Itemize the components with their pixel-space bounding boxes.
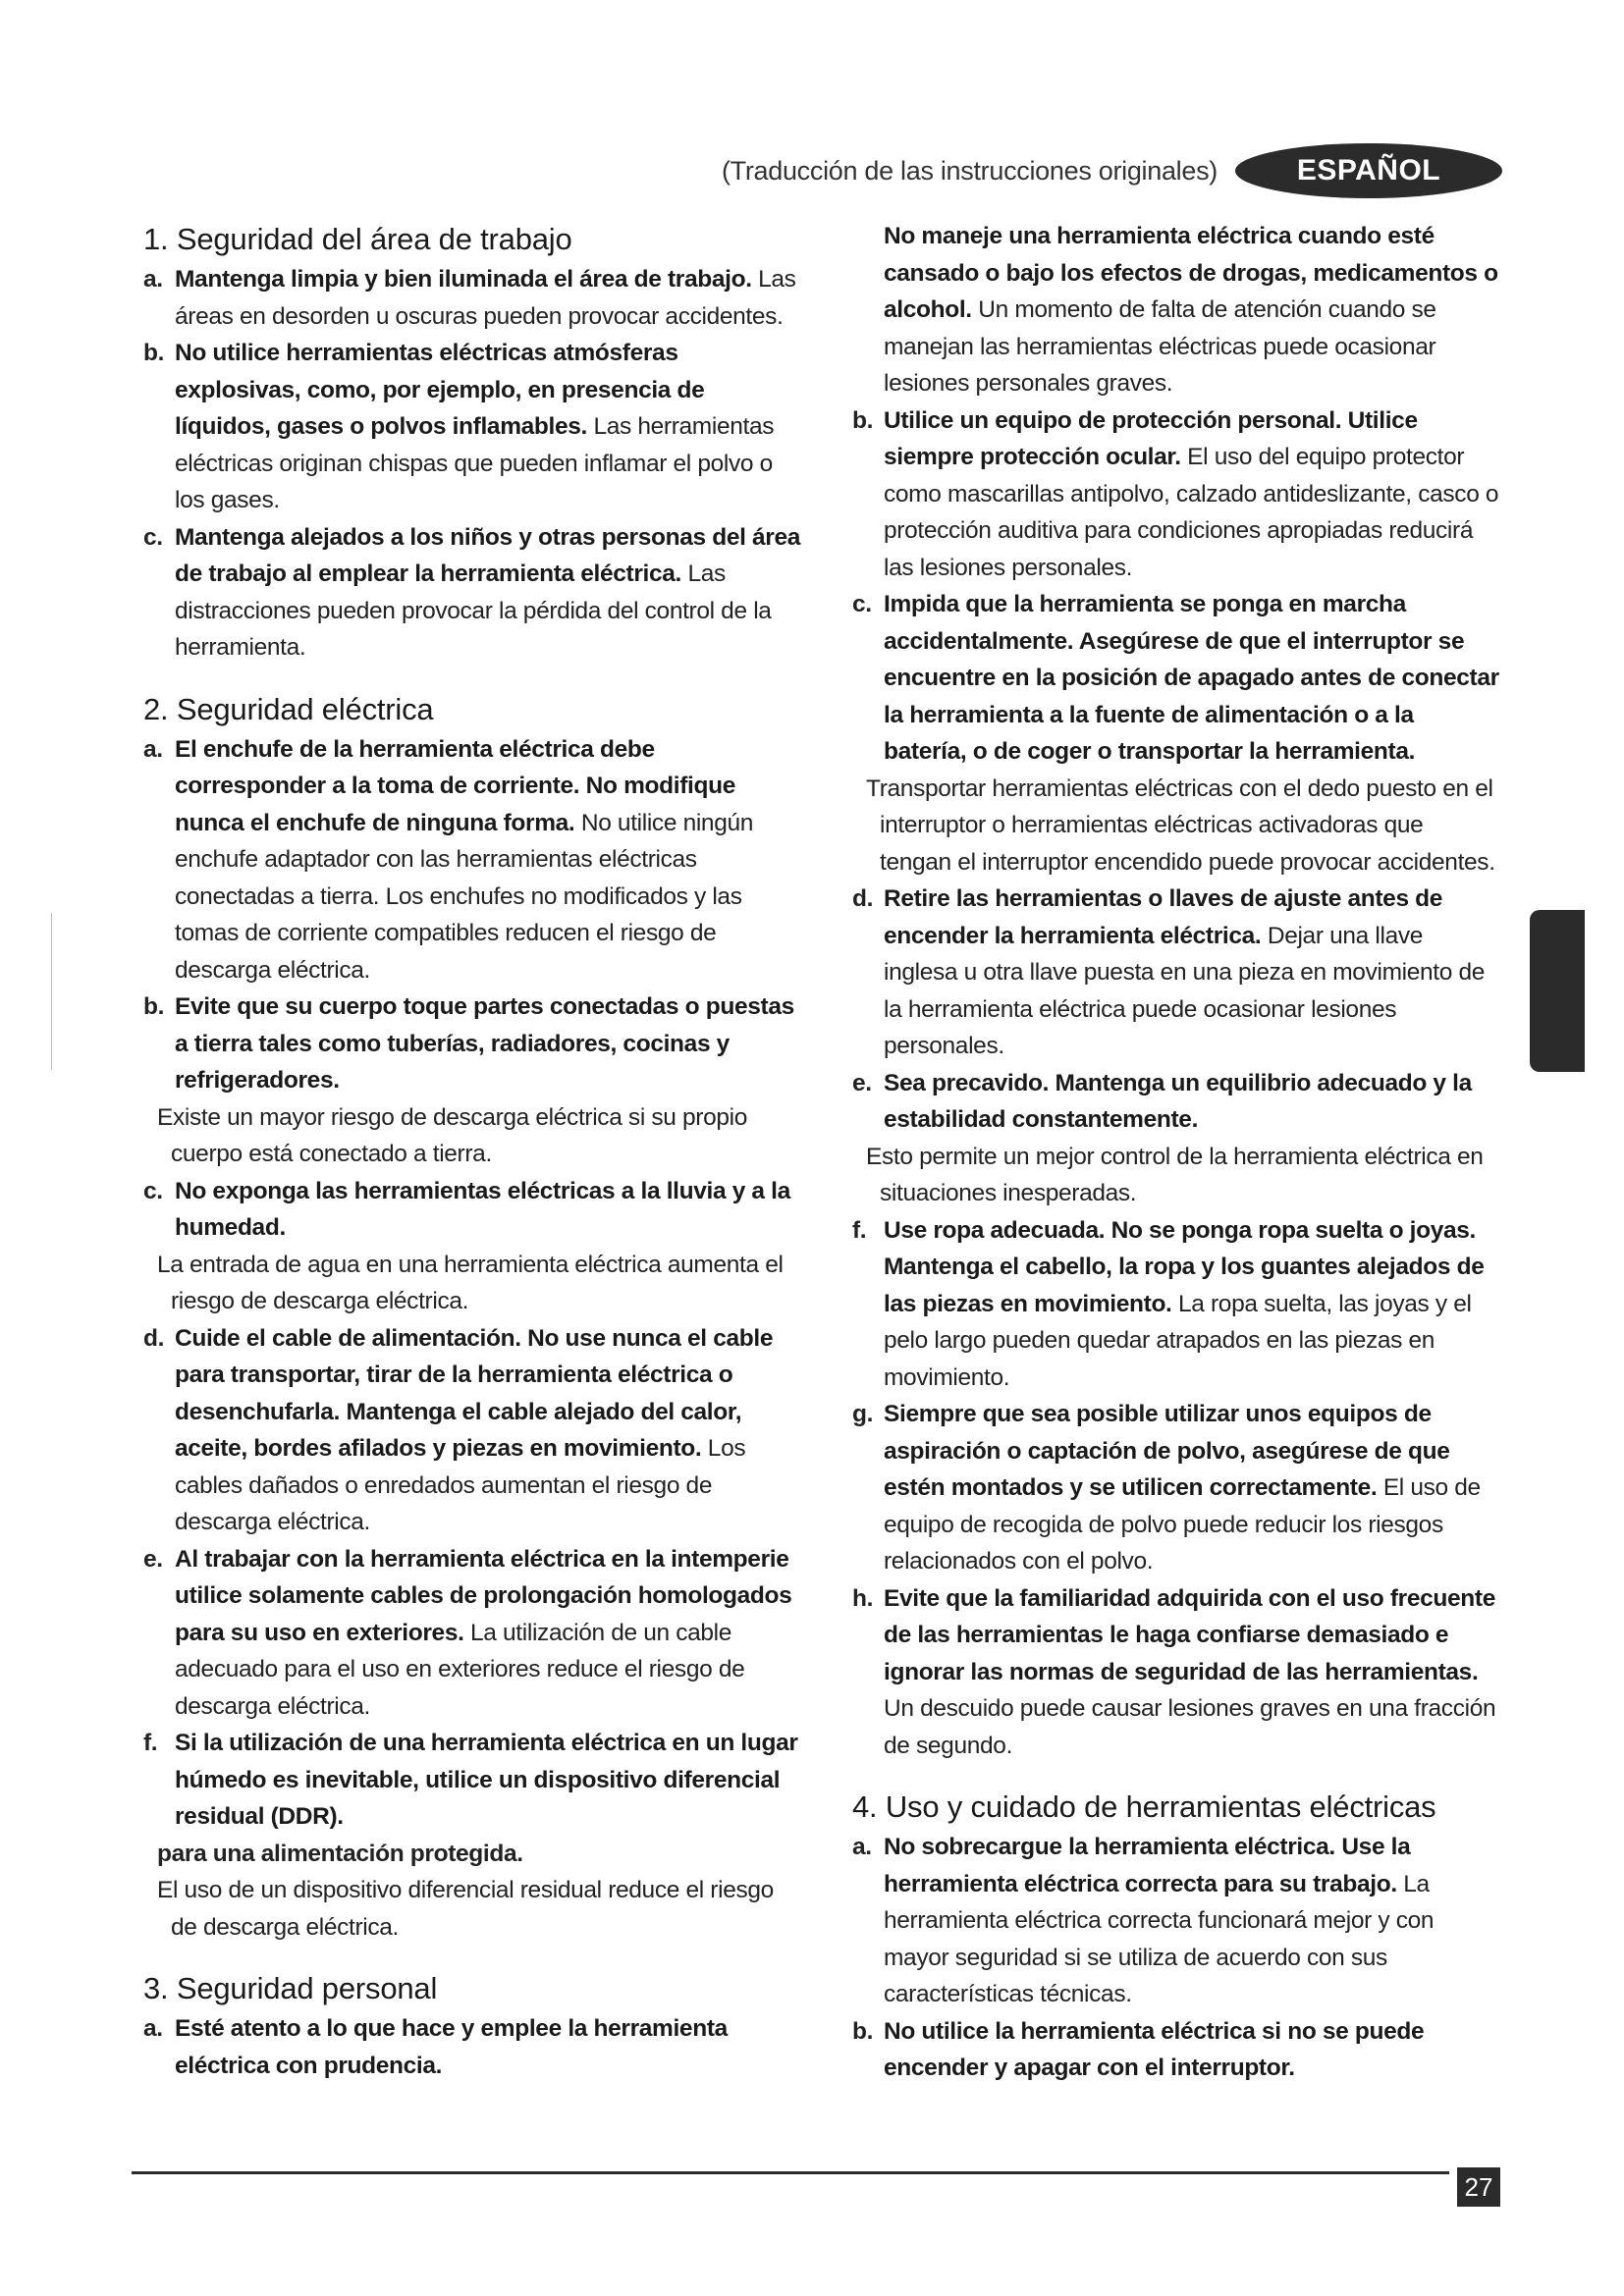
item-bold: Si la utilización de una herramienta eléctrica en un lugar húmedo es inevitable, utilice un dispositivo diferencial residual (DDR). bbox=[175, 1730, 798, 1830]
list-item bbox=[143, 731, 801, 989]
list-item bbox=[852, 881, 1500, 1065]
list-item bbox=[852, 1829, 1500, 2013]
item-bold: El enchufe de la herramienta eléctrica debe corresponder a la toma de corriente. No modifique nunca el enchufe de ninguna forma. bbox=[175, 735, 735, 836]
item-text: La ropa suelta, las joyas y el pelo largo pueden quedar atrapados en las piezas en movimiento. bbox=[884, 1290, 1472, 1391]
item-text: La herramienta eléctrica correcta funcionará mejor y con mayor seguridad si se utiliza de acuerdo con sus características técnicas. bbox=[884, 1870, 1435, 2007]
list-item bbox=[143, 1541, 801, 1726]
list-item bbox=[143, 988, 801, 1099]
item-bold: Sea precavido. Mantenga un equilibrio adecuado y la estabilidad constantemente. bbox=[884, 1069, 1472, 1133]
left-column bbox=[143, 218, 801, 2084]
section-4-title: 4. Uso y cuidado de herramientas eléctricas bbox=[852, 1789, 1436, 1824]
list-item bbox=[852, 1580, 1500, 1765]
item-label: a. bbox=[143, 266, 163, 293]
item-label: c. bbox=[143, 1177, 163, 1204]
item-text: Un descuido puede causar lesiones graves en una fracción de segundo. bbox=[884, 1695, 1496, 1759]
item-bold: Retire las herramientas o llaves de ajuste antes de encender la herramienta eléctrica. bbox=[884, 885, 1443, 949]
item-bold-continuation: para una alimentación protegida. bbox=[157, 1840, 523, 1867]
item-bold: Mantenga limpia y bien iluminada el área de trabajo. bbox=[175, 266, 752, 293]
item-text: Las áreas en desorden u oscuras pueden provocar accidentes. bbox=[175, 266, 796, 330]
item-bold: Evite que la familiaridad adquirida con el uso frecuente de las herramientas le haga confiarse demasiado e ignorar las normas de seguridad de las herramientas. bbox=[884, 1584, 1496, 1685]
list-item bbox=[143, 261, 801, 335]
item-label: d. bbox=[143, 1324, 165, 1352]
item-text: El uso del equipo protector como mascarillas antipolvo, calzado antideslizante, casco o protección auditiva para condiciones apropiadas reducirá las lesiones personales. bbox=[884, 444, 1499, 581]
item-paragraph: El uso de un dispositivo diferencial residual reduce el riesgo de descarga eléctrica. bbox=[157, 1877, 774, 1941]
item-label: e. bbox=[852, 1069, 872, 1096]
list-item bbox=[143, 1725, 801, 1836]
footer-rule bbox=[132, 2171, 1449, 2174]
item-bold: Impida que la herramienta se ponga en marcha accidentalmente. Asegúrese de que el interruptor se encuentre en la posición de apagado antes de conectar la herramienta a la fuente de alimentación o a la batería, o de coger o transportar la herramienta. bbox=[884, 591, 1499, 765]
item-text: Dejar una llave inglesa u otra llave puesta en una pieza en movimiento de la herramienta eléctrica puede ocasionar lesiones personales. bbox=[884, 922, 1486, 1059]
list-item bbox=[143, 1320, 801, 1541]
item-bold: Cuide el cable de alimentación. No use nunca el cable para transportar, tirar de la herramienta eléctrica o desenchufarla. Mantenga el cable alejado del calor, aceite, bordes afilados y piezas en movimiento. bbox=[175, 1324, 774, 1462]
item-text: Las herramientas eléctricas originan chispas que pueden inflamar el polvo o los gases. bbox=[175, 413, 775, 513]
item-paragraph: Esto permite un mejor control de la herramienta eléctrica en situaciones inesperadas. bbox=[866, 1143, 1484, 1206]
item-label: c. bbox=[852, 591, 872, 617]
item-bold: Utilice un equipo de protección personal. Utilice siempre protección ocular. bbox=[884, 406, 1418, 470]
list-item bbox=[143, 2010, 801, 2084]
item-label: d. bbox=[852, 885, 874, 912]
item-label: g. bbox=[852, 1401, 874, 1427]
list-item bbox=[143, 335, 801, 519]
page-header bbox=[722, 143, 1502, 198]
item-text: Los cables dañados o enredados aumentan el riesgo de descarga eléctrica. bbox=[175, 1435, 746, 1535]
item-text: Un momento de falta de atención cuando se manejan las herramientas eléctricas puede ocasionar lesiones personales graves. bbox=[884, 296, 1436, 397]
item-bold: Al trabajar con la herramienta eléctrica en la intemperie utilice solamente cables de prolongación homologados para su uso en exteriores. bbox=[175, 1545, 792, 1646]
item-label: c. bbox=[143, 523, 163, 551]
section-1-title: 1. Seguridad del área de trabajo bbox=[143, 222, 572, 256]
item-bold: Evite que su cuerpo toque partes conectadas o puestas a tierra tales como tuberías, radiadores, cocinas y refrigeradores. bbox=[175, 993, 794, 1094]
item-label: b. bbox=[852, 2017, 874, 2045]
item-bold: No sobrecargue la herramienta eléctrica. Use la herramienta eléctrica correcta para su trabajo. bbox=[884, 1834, 1411, 1897]
item-label: a. bbox=[852, 1834, 872, 1860]
item-paragraph: Existe un mayor riesgo de descarga eléctrica si su propio cuerpo está conectado a tierra. bbox=[157, 1103, 748, 1167]
margin-line bbox=[51, 913, 52, 1070]
item-label: f. bbox=[852, 1216, 867, 1244]
item-bold: Siempre que sea posible utilizar unos equipos de aspiración o captación de polvo, asegúrese de que estén montados y se utilicen correctamente. bbox=[884, 1401, 1450, 1501]
list-item bbox=[852, 1212, 1500, 1397]
item-label: h. bbox=[852, 1584, 874, 1612]
item-bold: No exponga las herramientas eléctricas a la lluvia y a la humedad. bbox=[175, 1177, 790, 1241]
item-paragraph: La entrada de agua en una herramienta eléctrica aumenta el riesgo de descarga eléctrica. bbox=[157, 1251, 784, 1314]
language-tab-marker bbox=[1530, 910, 1585, 1072]
language-badge: ESPAÑOL bbox=[1235, 143, 1502, 198]
list-item bbox=[852, 1396, 1500, 1580]
item-label: b. bbox=[143, 993, 165, 1020]
item-label: b. bbox=[852, 406, 874, 434]
item-paragraph: Transportar herramientas eléctricas con el dedo puesto en el interruptor o herramientas eléctricas activadoras que tengan el interruptor encendido puede provocar accidentes. bbox=[866, 774, 1495, 876]
header-subtitle: (Traducción de las instrucciones originales) bbox=[721, 155, 1218, 186]
item-text: No utilice ningún enchufe adaptador con las herramientas eléctricas conectadas a tierra. Los enchufes no modificados y las tomas de corriente compatibles reducen el riesgo de descarga eléctrica. bbox=[175, 809, 754, 984]
list-item bbox=[143, 1173, 801, 1247]
list-item bbox=[852, 1065, 1500, 1139]
item-label: b. bbox=[143, 340, 165, 366]
right-column bbox=[852, 218, 1500, 2087]
list-item-continuation bbox=[852, 218, 1500, 402]
item-bold: No utilice herramientas eléctricas atmósferas explosivas, como, por ejemplo, en presencia de líquidos, gases o polvos inflamables. bbox=[175, 340, 705, 440]
item-text: Las distracciones pueden provocar la pérdida del control de la herramienta. bbox=[175, 561, 772, 661]
list-item bbox=[143, 519, 801, 667]
page-number: 27 bbox=[1457, 2167, 1500, 2207]
item-label: f. bbox=[143, 1730, 158, 1756]
list-item bbox=[852, 586, 1500, 771]
item-label: a. bbox=[143, 735, 163, 763]
list-item bbox=[852, 2013, 1500, 2087]
item-bold: No maneje una herramienta eléctrica cuando esté cansado o bajo los efectos de drogas, medicamentos o alcohol. bbox=[884, 223, 1498, 323]
list-item bbox=[852, 402, 1500, 587]
item-label: e. bbox=[143, 1545, 163, 1573]
item-text: La utilización de un cable adecuado para el uso en exteriores reduce el riesgo de descarga eléctrica. bbox=[175, 1619, 745, 1720]
section-2-title: 2. Seguridad eléctrica bbox=[143, 691, 434, 726]
item-text: El uso de equipo de recogida de polvo puede reducir los riesgos relacionados con el polvo. bbox=[884, 1474, 1481, 1575]
item-label: a. bbox=[143, 2015, 163, 2042]
item-bold: Use ropa adecuada. No se ponga ropa suelta o joyas. Mantenga el cabello, la ropa y los guantes alejados de las piezas en movimiento. bbox=[884, 1216, 1485, 1317]
item-bold: No utilice la herramienta eléctrica si no se puede encender y apagar con el interruptor. bbox=[884, 2017, 1425, 2081]
item-bold: Mantenga alejados a los niños y otras personas del área de trabajo al emplear la herramienta eléctrica. bbox=[175, 523, 801, 587]
item-bold: Esté atento a lo que hace y emplee la herramienta eléctrica con prudencia. bbox=[175, 2015, 728, 2079]
section-3-title: 3. Seguridad personal bbox=[143, 1971, 438, 2005]
